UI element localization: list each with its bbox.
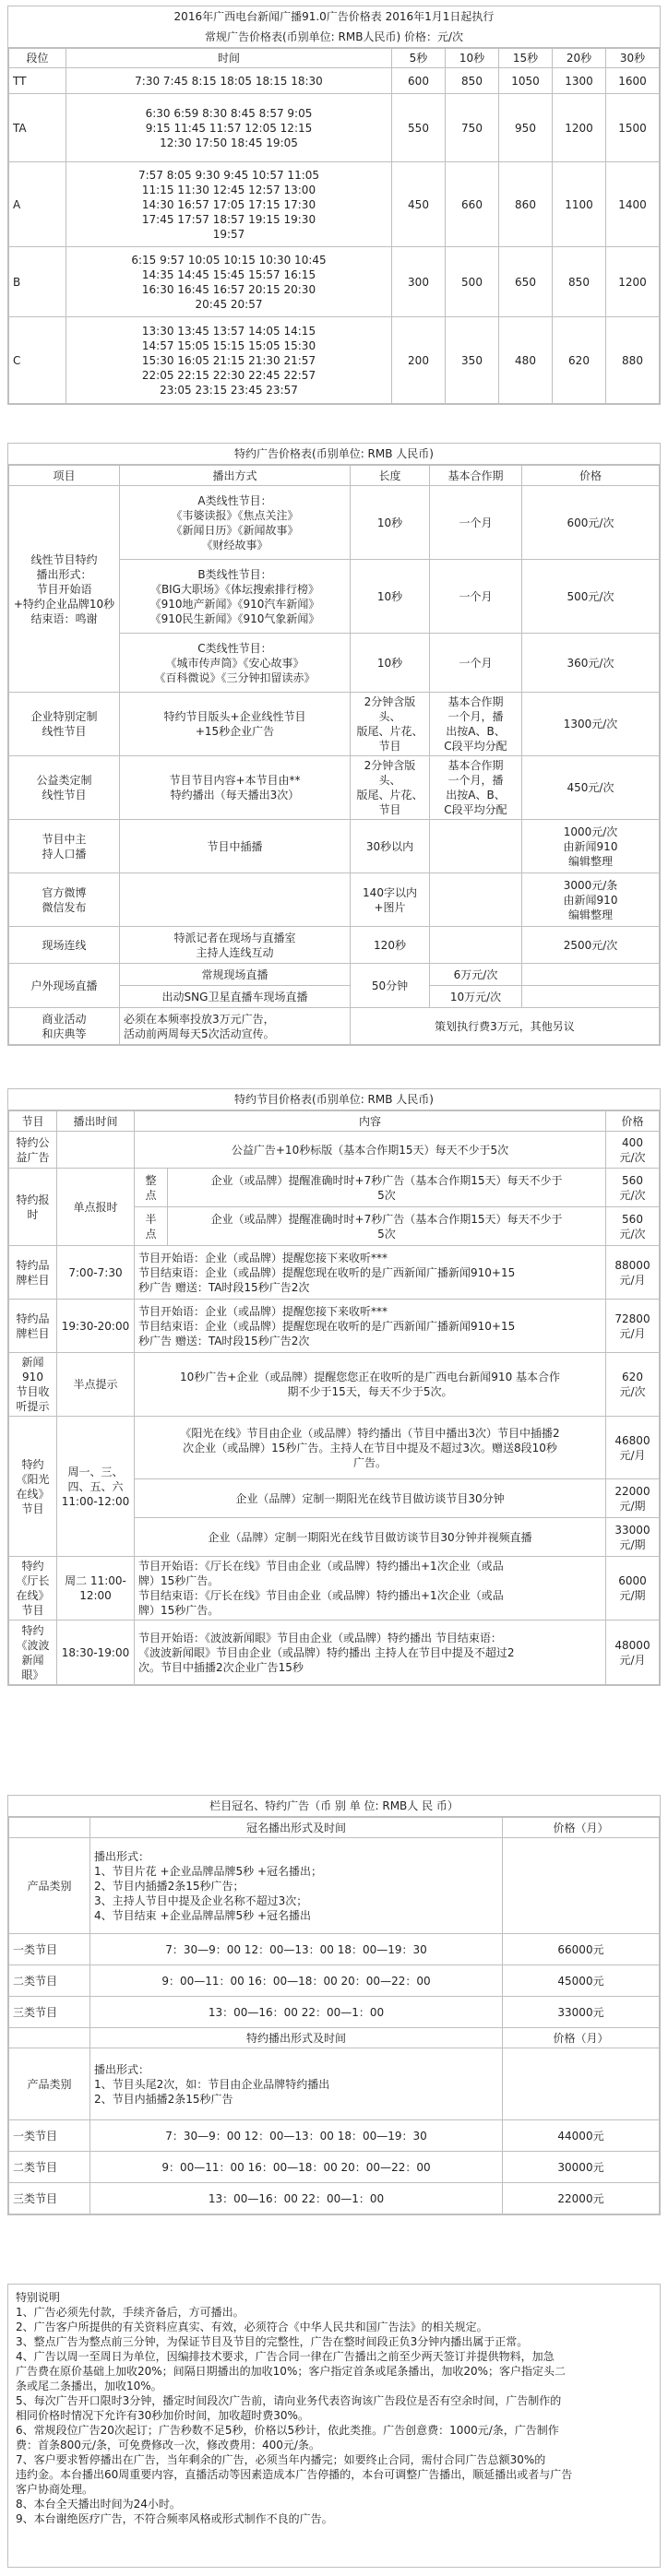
- price-cell: 600: [392, 68, 446, 94]
- price-cell: 880: [606, 317, 660, 404]
- content-cell: 企业（或品牌）提醒准确时时+7秒广告（基本合作期15天）每天不少于 5次: [168, 1169, 606, 1207]
- price-cell: 200: [392, 317, 446, 404]
- table-row: [9, 486, 660, 560]
- price-cell: 400 元/次: [606, 1132, 660, 1169]
- document-title: 2016年广西电台新闻广播91.0广告价格表 2016年1月1日起执行: [173, 10, 495, 23]
- content-cell: 节目开始语：《波波新闻眼》节目由企业（或品牌）特约播出 节目结束语： 《波波新闻眼》节目由企业（或品牌）特约播出 主持人在节目中提及不超过2 次。节目中插播2次企业广告15秒: [135, 1620, 606, 1685]
- col-header: 节目: [9, 1111, 57, 1132]
- price-cell: 33000 元/期: [606, 1518, 660, 1557]
- method-cell: A类线性节目： 《韦婆读报》《焦点关注》 《新闻日历》《新闻故事》 《财经故事》: [120, 486, 351, 560]
- category-cell: 一类节目: [9, 1934, 90, 1965]
- price-cell: 500: [446, 247, 499, 317]
- segment-cell: A: [9, 162, 66, 247]
- method-cell: C类线性节目： 《城市传声筒》《安心故事》 《百科微说》《三分钟扣留读赤》: [120, 634, 351, 693]
- time-cell: 7:30 7:45 8:15 18:05 18:15 18:30: [66, 68, 392, 94]
- price-cell: 860: [499, 162, 553, 247]
- price-cell: 1300元/次: [522, 693, 660, 756]
- time-cell: 13:30 13:45 13:57 14:05 14:15 14:57 15:05 15:15 15:05 15:30 15:30 16:05 21:15 21:30 21:57 22:05 22:15 22:30 22:45 22:57 23:05 23:15 23:45 23:57: [66, 317, 392, 404]
- period-cell: 一个月: [430, 634, 522, 693]
- category-cell: 二类节目: [9, 2152, 90, 2183]
- col-header: 价格: [606, 1111, 660, 1132]
- method-cell: 必须在本频率投放3万元广告， 活动前两周每天5次活动宣传。: [120, 1008, 351, 1045]
- time-cell: 13：00—16：00 22：00—1：00: [90, 1997, 503, 2028]
- col-header: 15秒: [499, 49, 553, 68]
- price-cell: 6万元/次: [430, 964, 522, 986]
- item-cell: 企业特别定制 线性节目: [9, 693, 120, 756]
- period-cell: [430, 820, 522, 873]
- category-cell: 产品类别: [9, 2048, 90, 2120]
- price-cell: 600元/次: [522, 486, 660, 560]
- table-row: [9, 68, 660, 94]
- form-cell: 播出形式： 1、节目头尾2次，如：节目由企业品牌特约播出 2、节目内插播2条15秒广告: [90, 2048, 503, 2120]
- price-cell: 550: [392, 94, 446, 162]
- program-cell: 特约公 益广告: [9, 1132, 57, 1169]
- item-cell: 现场连线: [9, 927, 120, 964]
- length-cell: 10秒: [351, 634, 430, 693]
- price-cell: 33000元: [503, 1997, 660, 2028]
- length-cell: 10秒: [351, 560, 430, 634]
- method-cell: 常规现场直播: [120, 964, 351, 986]
- item-cell: 节目中主 持人口播: [9, 820, 120, 873]
- time-cell: 周二 11:00- 12:00: [57, 1557, 135, 1620]
- length-cell: 120秒: [351, 927, 430, 964]
- table-row: [9, 820, 660, 873]
- item-cell: 户外现场直播: [9, 964, 120, 1008]
- note-item: 2、广告客户所提供的有关资料应真实、有效，必须符合《中华人民共和国广告法》的相关规定。: [16, 2321, 488, 2333]
- program-cell: 新闻910 节目收 听提示: [9, 1353, 57, 1417]
- method-cell: 节目中插播: [120, 820, 351, 873]
- category-cell: 产品类别: [9, 1838, 90, 1934]
- time-cell: 半点提示: [57, 1353, 135, 1417]
- method-cell: B类线性节目： 《BIG大职场》《体坛搜索排行榜》 《910地产新闻》《910汽车新闻》 《910民生新闻》《910气象新闻》: [120, 560, 351, 634]
- col-header: 冠名播出形式及时间: [90, 1818, 503, 1838]
- category-cell: 三类节目: [9, 1997, 90, 2028]
- period-cell: 一个月: [430, 486, 522, 560]
- table-row: [9, 1169, 660, 1207]
- price-cell: 48000 元/月: [606, 1620, 660, 1685]
- col-header: 20秒: [553, 49, 606, 68]
- price-cell: 560 元/次: [606, 1207, 660, 1246]
- table-row: [9, 317, 660, 404]
- price-cell: 10万元/次: [430, 986, 522, 1008]
- time-cell: 9：00—11：00 16：00—18：00 20：00—22：00: [90, 2152, 503, 2183]
- price-cell: 44000元: [503, 2120, 660, 2152]
- col-header: [9, 2028, 90, 2048]
- price-cell: 2500元/次: [522, 927, 660, 964]
- note-item: 1、广告必须先付款，手续齐备后，方可播出。: [16, 2306, 245, 2319]
- note-item: 8、本台全天播出时间为24小时。: [16, 2498, 181, 2511]
- price-cell: [522, 986, 660, 1008]
- price-cell: 650: [499, 247, 553, 317]
- item-cell: 线性节目特约 播出形式： 节目开始语 +特约企业品牌10秒 结束语：鸣谢: [9, 486, 120, 693]
- time-cell: [57, 1132, 135, 1169]
- segment-cell: TA: [9, 94, 66, 162]
- price-cell: 620: [553, 317, 606, 404]
- time-cell: 13：00—16：00 22：00—1：00: [90, 2183, 503, 2214]
- price-cell: 策划执行费3万元，其他另议: [351, 1008, 660, 1045]
- price-cell: 1000元/次 由新闻910 编辑整理: [522, 820, 660, 873]
- table-row: [9, 1934, 660, 1965]
- table-header-row: [9, 1818, 660, 1838]
- item-cell: 商业活动 和庆典等: [9, 1008, 120, 1045]
- content-cell: 节目开始语：企业（或品牌）提醒您接下来收听*** 节目结束语：企业（或品牌）提醒您现在收听的是广西新闻广播新闻910+15 秒广告 赠送：TA时段15秒广告2次: [135, 1246, 606, 1300]
- table-row: [9, 1965, 660, 1997]
- price-cell: 1200: [606, 247, 660, 317]
- table-row: [9, 964, 660, 986]
- table-row: [9, 1132, 660, 1169]
- content-cell: 节目开始语：《厅长在线》节目由企业（或品牌）特约播出+1次企业（或品 牌）15秒广告。 节目结束语：《厅长在线》节目由企业（或品牌）特约播出+1次企业（或品 牌）15秒广告。: [135, 1557, 606, 1620]
- col-header: 时间: [66, 49, 392, 68]
- table-row: [9, 1997, 660, 2028]
- table-row: [9, 1300, 660, 1353]
- table-row: [9, 162, 660, 247]
- note-item: 5、每次广告开口限时3分钟，播定时间段次广告前，请向业务代表咨询该广告段位是否有空余时间，广告制作的 相同价格时情况下允许有30秒加价时间，加收超时费30%。: [16, 2394, 562, 2422]
- period-cell: [430, 927, 522, 964]
- period-cell: [430, 873, 522, 927]
- notes-title: 特别说明: [16, 2291, 61, 2304]
- length-cell: 2分钟含版头、 版尾、片花、 节目: [351, 693, 430, 756]
- naming-price-title: 栏目冠名、特约广告（币 别 单 位: RMB人 民 币）: [8, 1796, 660, 1817]
- note-item: 3、整点广告为整点前三分钟，为保证节目及节目的完整性，广告在整时间段正负3分钟内播出属于正常。: [16, 2335, 529, 2348]
- table-row: [9, 1353, 660, 1417]
- type-cell: 整 点: [135, 1169, 168, 1207]
- price-cell: 3000元/条 由新闻910 编辑整理: [522, 873, 660, 927]
- sponsor-price-table: [8, 465, 660, 1045]
- naming-price-table: [8, 1817, 660, 2214]
- table-row: [9, 94, 660, 162]
- table-row: [9, 2048, 660, 2120]
- form-cell: 播出形式： 1、节目片花 +企业品牌品牌5秒 +冠名播出； 2、节目内插播2条15秒广告； 3、主持人节目中提及企业名称不超过3次； 4、节目结束 +企业品牌品牌5秒 +冠名播出: [90, 1838, 503, 1934]
- regular-price-subtitle: 常规广告价格表(币别单位: RMB人民币) 价格：元/次: [8, 27, 660, 48]
- price-cell: 45000元: [503, 1965, 660, 1997]
- table-row: [9, 927, 660, 964]
- price-cell: 22000 元/期: [606, 1479, 660, 1518]
- period-cell: 基本合作期 一个月，播 出按A、B、 C段平均分配: [430, 693, 522, 756]
- note-item: 4、广告以周一至周日为单位，因编排技术要求，广告合同一律在广告播出之前至少两天签订并提供物料，加急 广告费在原价基础上加收20%；间隔日期播出的加收10%；客户指定首条或尾条播出，加收20%；客户指定头二 条或尾二条播出，加收10%。: [16, 2350, 567, 2392]
- program-cell: 特约 《波波 新闻 眼》: [9, 1620, 57, 1685]
- sponsor-price-title: 特约广告价格表(币别单位: RMB 人民币): [8, 444, 660, 465]
- col-header: 长度: [351, 466, 430, 486]
- price-cell: 350: [446, 317, 499, 404]
- program-price-table: [8, 1110, 660, 1685]
- col-header: 播出方式: [120, 466, 351, 486]
- price-cell: 300: [392, 247, 446, 317]
- regular-price-sheet: [7, 6, 661, 405]
- price-cell: 46800 元/月: [606, 1417, 660, 1479]
- length-cell: 30秒以内: [351, 820, 430, 873]
- col-header: 特约播出形式及时间: [90, 2028, 503, 2048]
- content-cell: 企业（品牌）定制一期阳光在线节目做访谈节目30分钟并视频直播: [135, 1518, 606, 1557]
- table-row: [9, 1008, 660, 1045]
- note-item: 7、客户要求暂停播出在广告，当年剩余的广告，必须当年内播完；如要终止合同，需付合同广告总额30%的 违约金。本台播出60周重要内容，直播活动等因素造成本广告停播的，本台可调整广告播出，顺延播出或者与广告 客户协商处理。: [16, 2453, 573, 2496]
- price-cell: 850: [446, 68, 499, 94]
- segment-cell: B: [9, 247, 66, 317]
- program-cell: 特约报 时: [9, 1169, 57, 1246]
- content-cell: 10秒广告+企业（或品牌）提醒您您正在收听的是广西电台新闻910 基本合作 期不少于15天，每天不少于5次。: [135, 1353, 606, 1417]
- col-header: 内容: [135, 1111, 606, 1132]
- method-cell: [120, 873, 351, 927]
- table-row: [9, 1557, 660, 1620]
- price-cell: 850: [553, 247, 606, 317]
- table-header-row: [9, 49, 660, 68]
- price-cell: 560 元/次: [606, 1169, 660, 1207]
- price-cell: 500元/次: [522, 560, 660, 634]
- period-cell: 基本合作期 一个月，播 出按A、B、 C段平均分配: [430, 756, 522, 820]
- table-row: [9, 2120, 660, 2152]
- price-cell: 450: [392, 162, 446, 247]
- method-cell: 特约节目版头+企业线性节目 +15秒企业广告: [120, 693, 351, 756]
- price-cell: 1500: [606, 94, 660, 162]
- category-cell: 二类节目: [9, 1965, 90, 1997]
- price-cell: 22000元: [503, 2183, 660, 2214]
- table-row: [9, 1417, 660, 1479]
- price-cell: 360元/次: [522, 634, 660, 693]
- price-cell: 1400: [606, 162, 660, 247]
- length-cell: 50分钟: [351, 964, 430, 1008]
- time-cell: 7:57 8:05 9:30 9:45 10:57 11:05 11:15 11:30 12:45 12:57 13:00 14:30 16:57 17:05 17:15 17:30 17:45 17:57 18:57 19:15 19:30 19:57: [66, 162, 392, 247]
- col-header: 项目: [9, 466, 120, 486]
- table-row: [9, 1620, 660, 1685]
- content-cell: 节目开始语：企业（或品牌）提醒您接下来收听*** 节目结束语：企业（或品牌）提醒您现在收听的是广西新闻广播新闻910+15 秒广告 赠送：TA时段15秒广告2次: [135, 1300, 606, 1353]
- price-cell: 750: [446, 94, 499, 162]
- segment-cell: C: [9, 317, 66, 404]
- table-header-row: [9, 2028, 660, 2048]
- table-row: [9, 873, 660, 927]
- length-cell: 2分钟含版头、 版尾、片花、 节目: [351, 756, 430, 820]
- program-cell: 特约品 牌栏目: [9, 1300, 57, 1353]
- time-cell: 7：30—9：00 12：00—13：00 18：00—19：30: [90, 1934, 503, 1965]
- col-header: 基本合作期: [430, 466, 522, 486]
- program-price-title: 特约节目价格表(币别单位: RMB 人民币): [8, 1089, 660, 1110]
- price-cell: 450元/次: [522, 756, 660, 820]
- price-cell: 480: [499, 317, 553, 404]
- program-price-sheet: [7, 1088, 661, 1686]
- col-header: 价格（月）: [503, 1818, 660, 1838]
- price-cell: 88000 元/月: [606, 1246, 660, 1300]
- price-cell: 6000 元/期: [606, 1557, 660, 1620]
- sponsor-price-sheet: [7, 443, 661, 1046]
- time-cell: 单点报时: [57, 1169, 135, 1246]
- naming-price-sheet: [7, 1795, 661, 2215]
- content-cell: 企业（或品牌）提醒准确时时+7秒广告（基本合作期15天）每天不少于 5次: [168, 1207, 606, 1246]
- price-cell: 30000元: [503, 2152, 660, 2183]
- table-row: [9, 1246, 660, 1300]
- item-cell: 官方微博 微信发布: [9, 873, 120, 927]
- length-cell: 10秒: [351, 486, 430, 560]
- time-cell: 周一、三、 四、五、六 11:00-12:00: [57, 1417, 135, 1557]
- category-cell: 一类节目: [9, 2120, 90, 2152]
- table-header-row: [9, 1111, 660, 1132]
- method-cell: 节目节目内容+本节目由** 特约播出（每天播出3次）: [120, 756, 351, 820]
- table-header-row: [9, 466, 660, 486]
- price-cell: 1050: [499, 68, 553, 94]
- time-cell: 9：00—11：00 16：00—18：00 20：00—22：00: [90, 1965, 503, 1997]
- col-header: 播出时间: [57, 1111, 135, 1132]
- col-header: 10秒: [446, 49, 499, 68]
- program-cell: 特约品 牌栏目: [9, 1246, 57, 1300]
- price-cell: 1200: [553, 94, 606, 162]
- category-cell: 三类节目: [9, 2183, 90, 2214]
- method-cell: 出动SNG卫星直播车现场直播: [120, 986, 351, 1008]
- price-cell: 66000元: [503, 1934, 660, 1965]
- program-cell: 特约 《厅长 在线》 节目: [9, 1557, 57, 1620]
- time-cell: 18:30-19:00: [57, 1620, 135, 1685]
- price-cell: 1300: [553, 68, 606, 94]
- price-cell: [503, 1838, 660, 1934]
- length-cell: 140字以内 +图片: [351, 873, 430, 927]
- price-cell: 72800 元/月: [606, 1300, 660, 1353]
- table-row: [9, 2152, 660, 2183]
- time-cell: 6:15 9:57 10:05 10:15 10:30 10:45 14:35 14:45 15:45 15:57 16:15 16:30 16:45 16:57 20:15 20:30 20:45 20:57: [66, 247, 392, 317]
- segment-cell: TT: [9, 68, 66, 94]
- price-cell: 660: [446, 162, 499, 247]
- table-row: [9, 2183, 660, 2214]
- content-cell: 企业（品牌）定制一期阳光在线节目做访谈节目30分钟: [135, 1479, 606, 1518]
- price-cell: 620 元/次: [606, 1353, 660, 1417]
- note-item: 6、常规段位广告20次起订；广告秒数不足5秒，价格以5秒计，依此类推。广告创意费：1000元/条，广告制作 费：首条800元/条，可免费修改一次，修改费用：400元/条。: [16, 2424, 559, 2451]
- table-row: [9, 693, 660, 756]
- method-cell: 特派记者在现场与直播室 主持人连线互动: [120, 927, 351, 964]
- time-cell: 6:30 6:59 8:30 8:45 8:57 9:05 9:15 11:45 11:57 12:05 12:15 12:30 17:50 18:45 19:05: [66, 94, 392, 162]
- time-cell: 7：30—9：00 12：00—13：00 18：00—19：30: [90, 2120, 503, 2152]
- special-notes: [7, 2284, 661, 2568]
- program-cell: 特约 《阳光 在线》 节目: [9, 1417, 57, 1557]
- price-cell: [503, 2048, 660, 2120]
- time-cell: 7:00-7:30: [57, 1246, 135, 1300]
- col-header: 30秒: [606, 49, 660, 68]
- regular-price-table: [8, 48, 660, 404]
- time-cell: 19:30-20:00: [57, 1300, 135, 1353]
- price-cell: 1600: [606, 68, 660, 94]
- content-cell: 公益广告+10秒标版（基本合作期15天）每天不少于5次: [135, 1132, 606, 1169]
- note-item: 9、本台谢绝医疗广告，不符合频率风格或形式制作不良的广告。: [16, 2512, 333, 2525]
- col-header: [9, 1818, 90, 1838]
- table-row: [9, 756, 660, 820]
- table-row: [9, 1838, 660, 1934]
- table-row: [9, 247, 660, 317]
- price-cell: [522, 964, 660, 986]
- col-header: 段位: [9, 49, 66, 68]
- col-header: 5秒: [392, 49, 446, 68]
- col-header: 价格（月）: [503, 2028, 660, 2048]
- period-cell: 一个月: [430, 560, 522, 634]
- content-cell: 《阳光在线》节目由企业（或品牌）特约播出（节目中播出3次）节目中插播2 次企业（或品牌）15秒广告。主持人在节目中提及不超过3次。赠送8段10秒 广告。: [135, 1417, 606, 1479]
- col-header: 价格: [522, 466, 660, 486]
- type-cell: 半 点: [135, 1207, 168, 1246]
- price-cell: 950: [499, 94, 553, 162]
- price-cell: 1100: [553, 162, 606, 247]
- item-cell: 公益类定制 线性节目: [9, 756, 120, 820]
